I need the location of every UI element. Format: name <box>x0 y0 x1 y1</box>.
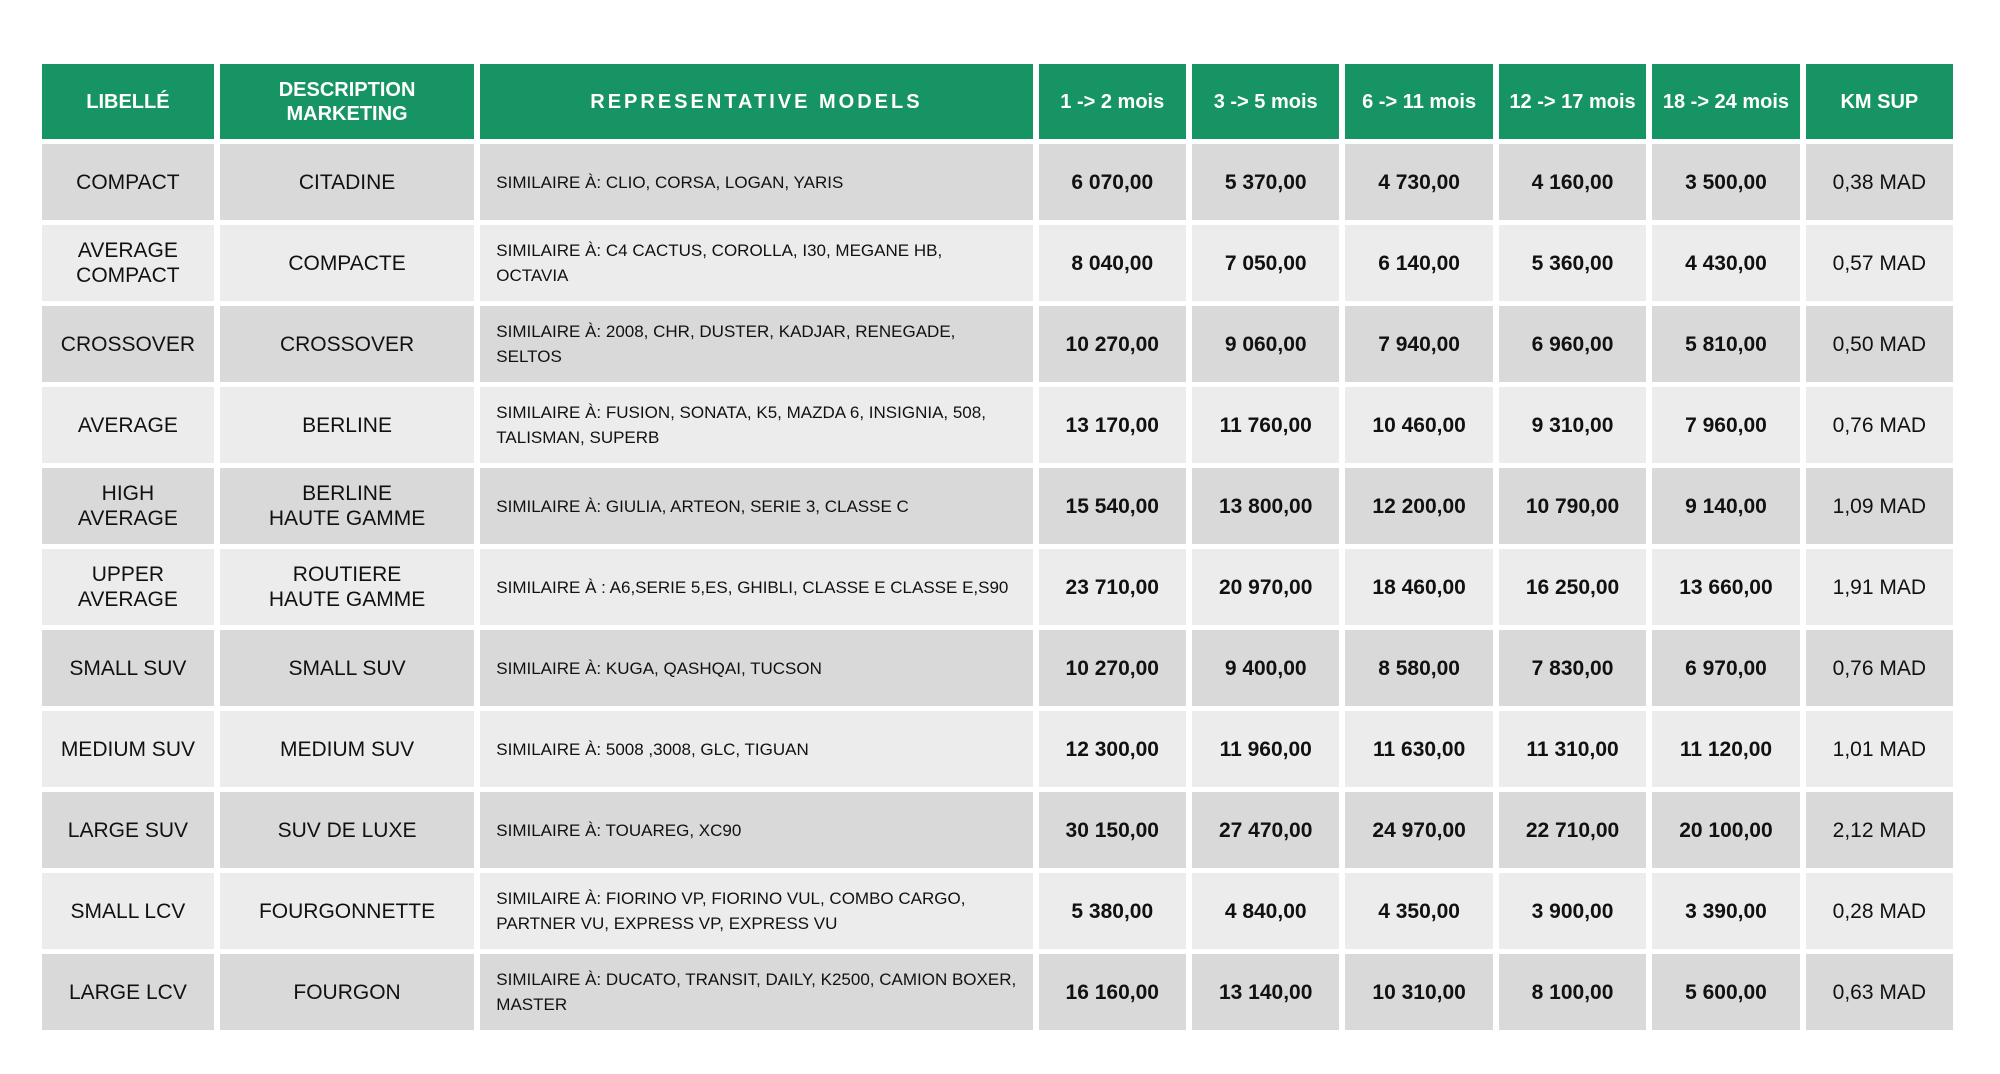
row-price-18-24: 11 120,00 <box>1679 737 1773 761</box>
row-km-sup: 0,76 MAD <box>1832 656 1927 680</box>
row-price-3-5: 13 140,00 <box>1218 980 1313 1004</box>
row-models: SIMILAIRE À: FIORINO VP, FIORINO VUL, COMBO CARGO, PARTNER VU, EXPRESS VP, EXPRESS VU <box>496 889 966 933</box>
row-label: LARGE SUV <box>67 818 189 842</box>
row-models-cell <box>480 954 1032 1030</box>
row-km-sup-cell <box>1806 630 1953 706</box>
row-price-12-17: 9 310,00 <box>1531 413 1614 437</box>
row-description: ROUTIERE HAUTE GAMME <box>268 563 426 611</box>
row-models-cell <box>480 225 1032 301</box>
row-models-cell <box>480 630 1032 706</box>
row-label-cell <box>42 711 214 787</box>
row-km-sup: 0,28 MAD <box>1832 899 1927 923</box>
row-km-sup-cell <box>1806 711 1953 787</box>
row-price-18-24-cell <box>1652 306 1799 382</box>
row-models: SIMILAIRE À: TOUAREG, XC90 <box>496 820 742 840</box>
row-label: CROSSOVER <box>60 332 195 356</box>
row-description: SUV DE LUXE <box>277 818 417 842</box>
row-price-3-5-cell <box>1192 144 1339 220</box>
row-price-3-5-cell <box>1192 549 1339 625</box>
row-price-12-17: 8 100,00 <box>1531 980 1614 1004</box>
row-price-3-5-cell <box>1192 306 1339 382</box>
row-label-cell <box>42 549 214 625</box>
row-description-cell <box>220 387 474 463</box>
row-price-18-24: 5 600,00 <box>1685 980 1767 1004</box>
row-price-6-11-cell <box>1345 630 1492 706</box>
row-price-6-11-cell <box>1345 711 1492 787</box>
row-price-18-24-cell <box>1652 144 1799 220</box>
row-price-12-17-cell <box>1499 549 1646 625</box>
row-price-1-2: 5 380,00 <box>1071 899 1154 923</box>
row-price-6-11: 10 460,00 <box>1372 413 1466 437</box>
row-price-12-17: 4 160,00 <box>1531 170 1614 194</box>
row-description-cell <box>220 549 474 625</box>
header-km-sup: KM SUP <box>1806 64 1953 139</box>
row-price-1-2: 6 070,00 <box>1071 170 1154 194</box>
row-km-sup-cell <box>1806 468 1953 544</box>
row-price-18-24-cell <box>1652 954 1799 1030</box>
row-price-6-11-cell <box>1345 387 1492 463</box>
row-models-cell <box>480 711 1032 787</box>
row-price-3-5-cell <box>1192 711 1339 787</box>
row-label: SMALL LCV <box>70 899 186 923</box>
row-price-3-5: 9 060,00 <box>1224 332 1307 356</box>
row-km-sup: 2,12 MAD <box>1832 818 1927 842</box>
row-price-1-2: 12 300,00 <box>1065 737 1159 761</box>
row-models-cell <box>480 792 1032 868</box>
row-price-18-24: 9 140,00 <box>1685 494 1767 518</box>
row-price-6-11: 7 940,00 <box>1378 332 1460 356</box>
row-price-3-5-cell <box>1192 954 1339 1030</box>
row-km-sup: 0,63 MAD <box>1832 980 1927 1004</box>
row-price-18-24-cell <box>1652 711 1799 787</box>
row-price-6-11-cell <box>1345 306 1492 382</box>
row-label-cell <box>42 792 214 868</box>
row-description-cell <box>220 144 474 220</box>
row-price-3-5: 11 960,00 <box>1219 737 1312 761</box>
row-label-cell <box>42 225 214 301</box>
row-models: SIMILAIRE À: FUSION, SONATA, K5, MAZDA 6, INSIGNIA, 508, TALISMAN, SUPERB <box>496 403 986 447</box>
row-price-1-2: 8 040,00 <box>1071 251 1154 275</box>
row-price-12-17: 11 310,00 <box>1526 737 1619 761</box>
row-label-cell <box>42 954 214 1030</box>
row-price-18-24: 5 810,00 <box>1685 332 1767 356</box>
row-price-6-11: 6 140,00 <box>1378 251 1460 275</box>
row-description-cell <box>220 630 474 706</box>
row-label: COMPACT <box>76 170 180 194</box>
row-price-18-24: 6 970,00 <box>1685 656 1767 680</box>
row-models-cell <box>480 873 1032 949</box>
row-km-sup-cell <box>1806 225 1953 301</box>
pricing-table <box>36 59 1959 1035</box>
row-price-6-11: 10 310,00 <box>1372 980 1466 1004</box>
row-price-12-17-cell <box>1499 144 1646 220</box>
row-price-6-11: 18 460,00 <box>1372 575 1466 599</box>
row-price-18-24-cell <box>1652 549 1799 625</box>
row-label: HIGH AVERAGE <box>77 482 178 530</box>
row-price-18-24: 7 960,00 <box>1685 413 1767 437</box>
row-description-cell <box>220 954 474 1030</box>
row-label: UPPER AVERAGE <box>77 563 178 611</box>
row-models: SIMILAIRE À: CLIO, CORSA, LOGAN, YARIS <box>496 172 844 192</box>
header-period-12-17: 12 -> 17 mois <box>1499 64 1646 139</box>
row-price-6-11: 12 200,00 <box>1372 494 1466 518</box>
row-models: SIMILAIRE À : A6,SERIE 5,ES, GHIBLI, CLASSE E CLASSE E,S90 <box>496 577 1009 597</box>
row-price-18-24: 20 100,00 <box>1679 818 1773 842</box>
row-price-18-24: 13 660,00 <box>1679 575 1773 599</box>
table-row <box>42 468 1953 544</box>
row-models: SIMILAIRE À: C4 CACTUS, COROLLA, I30, MEGANE HB, OCTAVIA <box>496 241 943 285</box>
row-price-12-17: 6 960,00 <box>1531 332 1614 356</box>
table-row <box>42 144 1953 220</box>
row-price-12-17-cell <box>1499 873 1646 949</box>
row-price-18-24: 3 500,00 <box>1685 170 1767 194</box>
row-price-12-17: 10 790,00 <box>1525 494 1620 518</box>
row-price-3-5-cell <box>1192 792 1339 868</box>
row-price-3-5: 5 370,00 <box>1224 170 1307 194</box>
row-price-18-24: 4 430,00 <box>1685 251 1767 275</box>
row-price-12-17: 3 900,00 <box>1531 899 1614 923</box>
row-price-3-5: 9 400,00 <box>1224 656 1307 680</box>
row-description: FOURGON <box>293 980 401 1004</box>
table-row <box>42 549 1953 625</box>
row-price-1-2-cell <box>1039 306 1186 382</box>
row-price-18-24-cell <box>1652 387 1799 463</box>
row-price-6-11-cell <box>1345 468 1492 544</box>
row-price-6-11: 4 730,00 <box>1378 170 1460 194</box>
table-row <box>42 306 1953 382</box>
row-price-18-24-cell <box>1652 792 1799 868</box>
header-models: REPRESENTATIVE MODELS <box>480 64 1032 139</box>
row-price-3-5: 4 840,00 <box>1224 899 1307 923</box>
row-price-3-5: 27 470,00 <box>1218 818 1313 842</box>
row-price-12-17: 22 710,00 <box>1525 818 1620 842</box>
row-label: SMALL SUV <box>69 656 187 680</box>
table-row <box>42 954 1953 1030</box>
row-models-cell <box>480 468 1032 544</box>
row-price-1-2-cell <box>1039 549 1186 625</box>
header-period-18-24: 18 -> 24 mois <box>1652 64 1799 139</box>
row-label-cell <box>42 630 214 706</box>
row-price-1-2-cell <box>1039 144 1186 220</box>
row-price-1-2-cell <box>1039 873 1186 949</box>
row-description-cell <box>220 225 474 301</box>
row-price-3-5: 13 800,00 <box>1218 494 1313 518</box>
row-price-12-17-cell <box>1499 792 1646 868</box>
row-label: AVERAGE COMPACT <box>76 239 180 287</box>
row-price-6-11-cell <box>1345 225 1492 301</box>
row-label-cell <box>42 873 214 949</box>
row-km-sup-cell <box>1806 873 1953 949</box>
row-price-3-5-cell <box>1192 468 1339 544</box>
row-models-cell <box>480 549 1032 625</box>
row-models-cell <box>480 387 1032 463</box>
row-label-cell <box>42 468 214 544</box>
table-row <box>42 873 1953 949</box>
row-price-18-24-cell <box>1652 630 1799 706</box>
row-label-cell <box>42 306 214 382</box>
row-description-cell <box>220 306 474 382</box>
row-price-18-24-cell <box>1652 225 1799 301</box>
row-price-6-11: 8 580,00 <box>1378 656 1460 680</box>
row-price-12-17: 16 250,00 <box>1525 575 1620 599</box>
row-price-6-11-cell <box>1345 954 1492 1030</box>
row-description: COMPACTE <box>288 251 406 275</box>
row-price-1-2-cell <box>1039 954 1186 1030</box>
row-price-1-2-cell <box>1039 225 1186 301</box>
row-description-cell <box>220 792 474 868</box>
row-km-sup: 0,38 MAD <box>1832 170 1927 194</box>
row-price-1-2: 23 710,00 <box>1065 575 1159 599</box>
row-price-1-2-cell <box>1039 792 1186 868</box>
row-description-cell <box>220 873 474 949</box>
row-models: SIMILAIRE À: DUCATO, TRANSIT, DAILY, K2500, CAMION BOXER, MASTER <box>496 970 1017 1014</box>
row-price-6-11: 24 970,00 <box>1372 818 1466 842</box>
row-price-12-17: 5 360,00 <box>1531 251 1614 275</box>
row-description: CROSSOVER <box>279 332 415 356</box>
row-price-1-2-cell <box>1039 468 1186 544</box>
row-price-12-17-cell <box>1499 387 1646 463</box>
header-libelle: LIBELLÉ <box>42 64 214 139</box>
table-body <box>42 144 1953 1030</box>
row-price-3-5-cell <box>1192 873 1339 949</box>
row-price-1-2-cell <box>1039 387 1186 463</box>
row-price-12-17-cell <box>1499 954 1646 1030</box>
row-price-6-11-cell <box>1345 873 1492 949</box>
row-km-sup: 0,76 MAD <box>1832 413 1927 437</box>
header-period-1-2: 1 -> 2 mois <box>1039 64 1186 139</box>
table-row <box>42 630 1953 706</box>
row-km-sup-cell <box>1806 954 1953 1030</box>
row-models: SIMILAIRE À: 5008 ,3008, GLC, TIGUAN <box>496 739 809 759</box>
row-price-1-2: 30 150,00 <box>1065 818 1159 842</box>
row-price-12-17-cell <box>1499 711 1646 787</box>
row-km-sup-cell <box>1806 792 1953 868</box>
row-description: FOURGONNETTE <box>258 899 436 923</box>
row-price-1-2: 16 160,00 <box>1065 980 1159 1004</box>
row-price-6-11: 11 630,00 <box>1372 737 1466 761</box>
row-price-1-2: 13 170,00 <box>1065 413 1159 437</box>
row-price-3-5-cell <box>1192 387 1339 463</box>
row-km-sup-cell <box>1806 387 1953 463</box>
row-description: BERLINE <box>302 413 392 437</box>
row-description-cell <box>220 468 474 544</box>
header-row <box>42 64 1953 139</box>
table-row <box>42 225 1953 301</box>
row-price-18-24-cell <box>1652 468 1799 544</box>
row-km-sup-cell <box>1806 549 1953 625</box>
row-price-1-2: 15 540,00 <box>1065 494 1159 518</box>
table-row <box>42 792 1953 868</box>
table-row <box>42 711 1953 787</box>
row-km-sup: 1,91 MAD <box>1832 575 1927 599</box>
row-km-sup-cell <box>1806 144 1953 220</box>
row-label: LARGE LCV <box>68 980 187 1004</box>
row-price-6-11-cell <box>1345 792 1492 868</box>
row-price-3-5-cell <box>1192 225 1339 301</box>
row-models: SIMILAIRE À: 2008, CHR, DUSTER, KADJAR, RENEGADE, SELTOS <box>496 322 956 366</box>
row-price-3-5-cell <box>1192 630 1339 706</box>
row-models-cell <box>480 144 1032 220</box>
row-label: AVERAGE <box>77 413 178 437</box>
row-description-cell <box>220 711 474 787</box>
row-km-sup-cell <box>1806 306 1953 382</box>
row-price-3-5: 11 760,00 <box>1219 413 1312 437</box>
row-price-12-17: 7 830,00 <box>1531 656 1614 680</box>
row-label-cell <box>42 144 214 220</box>
row-price-12-17-cell <box>1499 306 1646 382</box>
row-description: SMALL SUV <box>288 656 406 680</box>
row-km-sup: 0,57 MAD <box>1832 251 1927 275</box>
row-models-cell <box>480 306 1032 382</box>
row-km-sup: 1,01 MAD <box>1832 737 1927 761</box>
row-price-1-2: 10 270,00 <box>1065 332 1159 356</box>
row-price-6-11-cell <box>1345 549 1492 625</box>
row-km-sup: 0,50 MAD <box>1832 332 1927 356</box>
header-period-3-5: 3 -> 5 mois <box>1192 64 1339 139</box>
row-price-12-17-cell <box>1499 468 1646 544</box>
row-km-sup: 1,09 MAD <box>1832 494 1927 518</box>
row-price-3-5: 7 050,00 <box>1224 251 1307 275</box>
row-price-3-5: 20 970,00 <box>1218 575 1313 599</box>
row-models: SIMILAIRE À: KUGA, QASHQAI, TUCSON <box>496 658 822 678</box>
row-price-6-11: 4 350,00 <box>1378 899 1460 923</box>
row-price-1-2-cell <box>1039 711 1186 787</box>
header-description: DESCRIPTION MARKETING <box>220 64 474 139</box>
row-label: MEDIUM SUV <box>60 737 195 761</box>
row-price-1-2: 10 270,00 <box>1065 656 1159 680</box>
row-label-cell <box>42 387 214 463</box>
row-price-12-17-cell <box>1499 225 1646 301</box>
row-price-18-24-cell <box>1652 873 1799 949</box>
row-price-18-24: 3 390,00 <box>1685 899 1767 923</box>
table-row <box>42 387 1953 463</box>
row-price-12-17-cell <box>1499 630 1646 706</box>
row-price-6-11-cell <box>1345 144 1492 220</box>
row-models: SIMILAIRE À: GIULIA, ARTEON, SERIE 3, CLASSE C <box>496 496 909 516</box>
header-period-6-11: 6 -> 11 mois <box>1345 64 1492 139</box>
row-description: BERLINE HAUTE GAMME <box>268 482 426 530</box>
row-description: CITADINE <box>298 170 396 194</box>
row-description: MEDIUM SUV <box>279 737 415 761</box>
row-price-1-2-cell <box>1039 630 1186 706</box>
